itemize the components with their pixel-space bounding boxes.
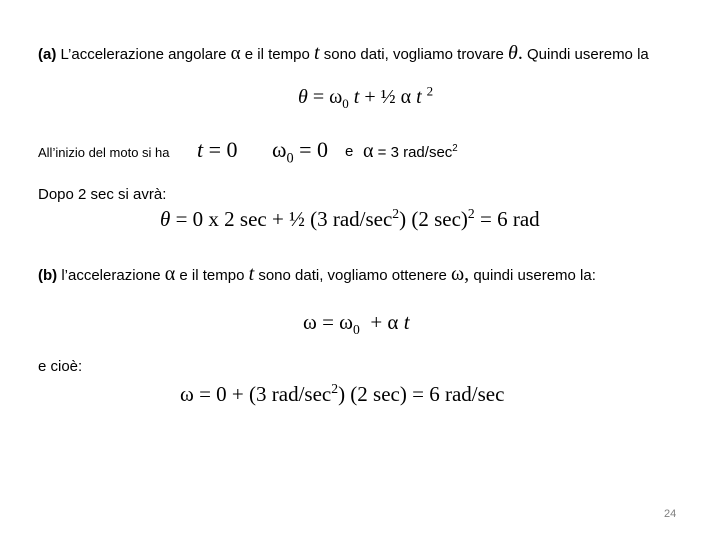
t-equals-zero: t = 0 (197, 137, 238, 162)
part-b-tag: (b) (38, 267, 58, 284)
omega0-equals-zero: $\omega_0 = 0$ (272, 137, 329, 167)
theta-symbol: θ (508, 42, 518, 64)
page-number: 24 (664, 508, 677, 520)
time-symbol: t (314, 42, 320, 64)
omega-calculation: ω = 0 + (3 rad/$\sec^2$) (2 sec) = 6 rad/sec (180, 381, 505, 406)
and-connector: e (345, 143, 354, 160)
part-b-intro: l’accelerazione (61, 267, 161, 284)
theta-formula: $\theta = \omega_0$ t + ½ α t $^2$ (298, 83, 434, 111)
part-a-mid: e il tempo (244, 46, 310, 63)
part-b-label: e cioè: (38, 358, 83, 375)
alpha-symbol-b: α (164, 263, 176, 285)
part-a-intro: L’accelerazione angolare (60, 46, 227, 63)
theta-calculation: θ = 0 x 2 sec + ½ (3 rad/$\sec^2$) (2 sec)$^2$ = 6 rad (160, 206, 540, 231)
part-b-given: sono dati, vogliamo ottenere (258, 267, 447, 284)
part-a-tag: (a) (38, 46, 57, 63)
part-a-given: sono dati, vogliamo trovare (323, 46, 504, 63)
alpha-value: α = 3 rad/$\sec^2$ (363, 140, 458, 162)
omega-formula: $\omega = \omega_0 + \alpha$ t (303, 310, 410, 338)
time-symbol-b: t (248, 263, 255, 285)
alpha-symbol: α (230, 43, 241, 64)
part-b-mid: e il tempo (179, 267, 245, 284)
part-b-use: quindi useremo la: (473, 267, 596, 284)
part-a-use: Quindi useremo la (527, 46, 649, 63)
omega-symbol: ω (450, 263, 465, 285)
part-b-statement: (b) l’accelerazione α e il tempo t sono dati, vogliamo ottenere ω, quindi useremo la: (38, 263, 596, 285)
initial-conditions-label: All’inizio del moto si ha (38, 145, 170, 160)
part-a-statement: (a) L’accelerazione angolare α e il tempo t sono dati, vogliamo trovare θ. Quindi useremo la (38, 42, 649, 64)
after-label: Dopo 2 sec si avrà: (38, 186, 167, 203)
